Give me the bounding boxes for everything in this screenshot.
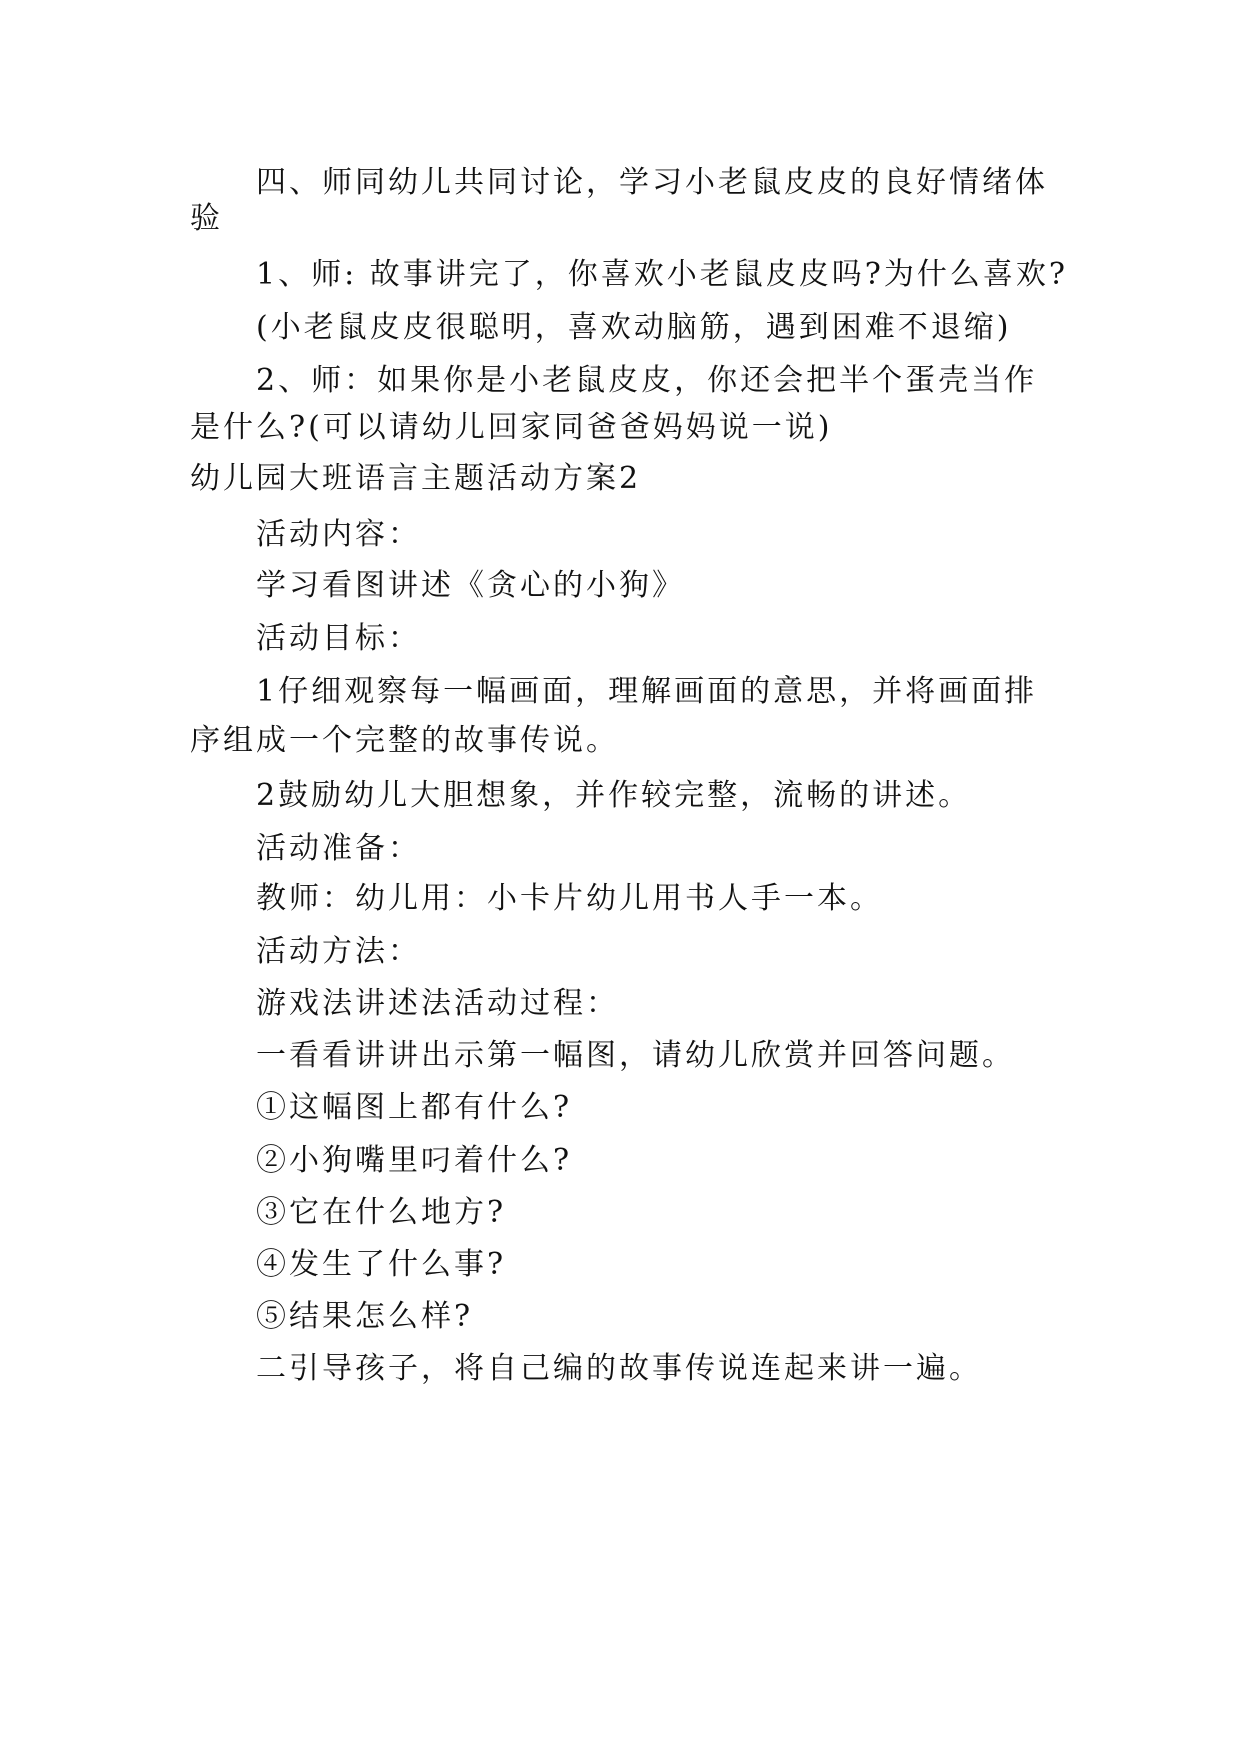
paragraph-line: 1、师: 故事讲完了，你喜欢小老鼠皮皮吗?为什么喜欢?	[256, 257, 1068, 292]
list-item: ②小狗嘴里叼着什么?	[256, 1143, 573, 1178]
paragraph-line: 一看看讲讲出示第一幅图，请幼儿欣赏并回答问题。	[256, 1038, 1015, 1073]
list-item: ⑤结果怎么样?	[256, 1299, 474, 1334]
paragraph-line: 游戏法讲述法活动过程：	[256, 986, 619, 1021]
paragraph-line: 四、师同幼儿共同讨论，学习小老鼠皮皮的良好情绪体	[256, 165, 1048, 200]
list-item: ①这幅图上都有什么?	[256, 1090, 573, 1125]
paragraph-line: 活动准备：	[256, 831, 421, 866]
paragraph-line: 2鼓励幼儿大胆想象，并作较完整，流畅的讲述。	[256, 778, 972, 813]
paragraph-line: 活动方法：	[256, 934, 421, 969]
paragraph-line: (小老鼠皮皮很聪明，喜欢动脑筋，遇到困难不退缩)	[256, 310, 1012, 345]
paragraph-line: 活动内容：	[256, 517, 421, 552]
paragraph-line: 1仔细观察每一幅画面，理解画面的意思，并将画面排	[256, 674, 1038, 709]
paragraph-line: 二引导孩子，将自己编的故事传说连起来讲一遍。	[256, 1351, 982, 1386]
paragraph-line: 验	[190, 201, 223, 236]
paragraph-line: 活动目标：	[256, 621, 421, 656]
paragraph-line: 序组成一个完整的故事传说。	[190, 723, 619, 758]
paragraph-line: 2、师：如果你是小老鼠皮皮，你还会把半个蛋壳当作	[256, 363, 1038, 398]
list-item: ③它在什么地方?	[256, 1195, 507, 1230]
paragraph-line: 学习看图讲述《贪心的小狗》	[256, 568, 685, 603]
section-title: 幼儿园大班语言主题活动方案2	[190, 461, 642, 496]
paragraph-line: 教师：幼儿用：小卡片幼儿用书人手一本。	[256, 881, 883, 916]
paragraph-line: 是什么?(可以请幼儿回家同爸爸妈妈说一说)	[190, 410, 833, 445]
list-item: ④发生了什么事?	[256, 1247, 507, 1282]
